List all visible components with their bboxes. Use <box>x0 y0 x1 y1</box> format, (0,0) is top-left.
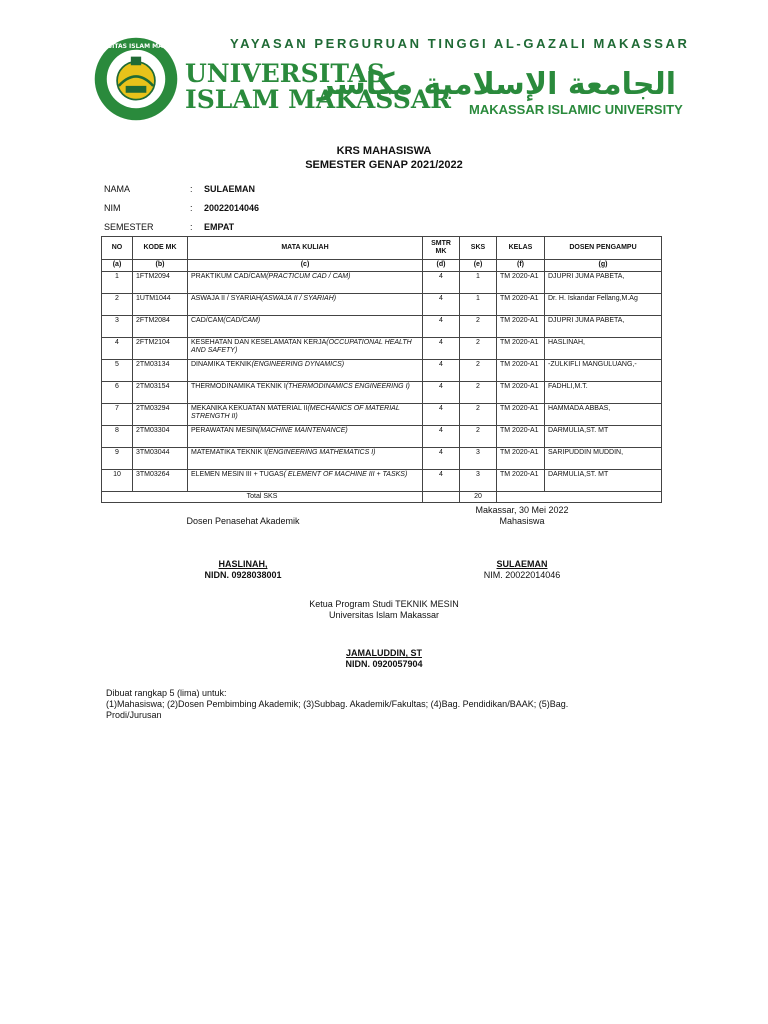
col-letter: (c) <box>188 260 423 272</box>
row-semester: 4 <box>423 360 460 382</box>
university-title-line1: UNIVERSITAS <box>185 59 386 88</box>
row-semester: 4 <box>423 382 460 404</box>
row-sks: 2 <box>460 382 497 404</box>
row-no: 3 <box>102 316 133 338</box>
row-course-name <box>188 338 423 360</box>
separator: : <box>190 184 193 194</box>
course-name-en: (THERMODINAMICS ENGINEERING I) <box>285 383 410 390</box>
student-name: SULAEMAN <box>204 184 255 194</box>
row-course-name <box>188 294 423 316</box>
row-semester: 4 <box>423 338 460 360</box>
row-lecturer: -ZULKIFLI MANGULUANG,- <box>545 360 662 382</box>
english-university-name: MAKASSAR ISLAMIC UNIVERSITY <box>469 102 683 117</box>
row-course-name <box>188 470 423 492</box>
table-row <box>102 316 662 338</box>
row-semester: 4 <box>423 316 460 338</box>
semester-label: SEMESTER <box>104 222 154 232</box>
foundation-name: YAYASAN PERGURUAN TINGGI AL-GAZALI MAKASSAR <box>230 36 690 51</box>
row-course-code: 2FTM2084 <box>133 316 188 338</box>
row-sks: 2 <box>460 316 497 338</box>
course-name-id: PERAWATAN MESIN <box>191 427 258 434</box>
row-lecturer: Dr. H. Iskandar Fellang,M.Ag <box>545 294 662 316</box>
course-name-en: (ENGINEERING DYNAMICS) <box>251 361 345 368</box>
student-semester: EMPAT <box>204 222 235 232</box>
name-label: NAMA <box>104 184 131 194</box>
head-role-line2: Universitas Islam Makassar <box>328 610 440 620</box>
separator: : <box>190 222 193 232</box>
col-letter: (b) <box>133 260 188 272</box>
course-table <box>101 236 662 503</box>
column-letter-row <box>102 260 662 272</box>
logo-text: UNIVERSITAS ISLAM MAKASSAR <box>82 43 190 51</box>
course-name-en: (MACHINE MAINTENANCE) <box>257 427 348 434</box>
row-semester: 4 <box>423 448 460 470</box>
row-course-name <box>188 448 423 470</box>
row-class: TM 2020-A1 <box>497 360 545 382</box>
row-class: TM 2020-A1 <box>497 404 545 426</box>
row-lecturer: SARIPUDDIN MUDDIN, <box>545 448 662 470</box>
arabic-logotype <box>317 64 683 104</box>
row-no: 10 <box>102 470 133 492</box>
col-header-lecturer: DOSEN PENGAMPU <box>545 237 662 260</box>
row-class: TM 2020-A1 <box>497 382 545 404</box>
row-sks: 3 <box>460 448 497 470</box>
course-name-id: MEKANIKA KEKUATAN MATERIAL II <box>191 405 308 412</box>
nim-label: NIM <box>104 203 121 213</box>
row-course-code: 3TM03044 <box>133 448 188 470</box>
row-class: TM 2020-A1 <box>497 470 545 492</box>
student-nim: 20022014046 <box>204 203 260 213</box>
course-name-id: DINAMIKA TEKNIK <box>191 361 252 368</box>
col-header-code: KODE MK <box>133 237 188 260</box>
course-name-id: MATEMATIKA TEKNIK I <box>191 449 267 456</box>
col-header-course: MATA KULIAH <box>188 237 423 260</box>
row-class: TM 2020-A1 <box>497 316 545 338</box>
course-name-en: ( ELEMENT OF MACHINE III + TASKS) <box>283 471 408 478</box>
empty-cell <box>423 492 460 503</box>
table-row <box>102 426 662 448</box>
total-sks: 20 <box>460 492 497 503</box>
row-course-code: 2TM03154 <box>133 382 188 404</box>
title-line: KRS MAHASISWA <box>336 145 432 157</box>
col-header-no: NO <box>102 237 133 260</box>
row-course-code: 3TM03264 <box>133 470 188 492</box>
semester-line: SEMESTER GENAP 2021/2022 <box>305 159 463 171</box>
row-class: TM 2020-A1 <box>497 448 545 470</box>
row-no: 5 <box>102 360 133 382</box>
head-id: NIDN. 0920057904 <box>345 659 423 669</box>
col-letter: (f) <box>497 260 545 272</box>
row-course-code: 2TM03294 <box>133 404 188 426</box>
col-header-semester: SMTR MK <box>423 237 460 260</box>
col-header-sks: SKS <box>460 237 497 260</box>
course-name-id: ASWAJA II / SYARIAH <box>191 295 262 302</box>
row-no: 4 <box>102 338 133 360</box>
table-row <box>102 404 662 426</box>
row-sks: 3 <box>460 470 497 492</box>
table-row <box>102 448 662 470</box>
row-no: 9 <box>102 448 133 470</box>
row-course-name <box>188 360 423 382</box>
row-course-code: 1UTM1044 <box>133 294 188 316</box>
row-no: 6 <box>102 382 133 404</box>
row-course-name <box>188 272 423 294</box>
document-title <box>0 144 768 172</box>
row-class: TM 2020-A1 <box>497 338 545 360</box>
head-role-line1: Ketua Program Studi TEKNIK MESIN <box>309 599 459 609</box>
row-class: TM 2020-A1 <box>497 426 545 448</box>
course-name-en: (PRACTICUM CAD / CAM) <box>266 273 351 280</box>
separator: : <box>190 203 193 213</box>
student-signature-name: SULAEMAN <box>496 559 548 569</box>
col-letter: (g) <box>545 260 662 272</box>
col-letter: (d) <box>423 260 460 272</box>
course-name-en: (OCCUPATIONAL HEALTH AND SAFETY) <box>191 339 412 354</box>
table-row <box>102 294 662 316</box>
row-sks: 2 <box>460 426 497 448</box>
row-lecturer: HASLINAH, <box>545 338 662 360</box>
row-sks: 2 <box>460 338 497 360</box>
row-semester: 4 <box>423 272 460 294</box>
arabic-text: الجامعة الإسلامية مكاسر <box>317 67 676 102</box>
row-class: TM 2020-A1 <box>497 272 545 294</box>
course-name-id: THERMODINAMIKA TEKNIK I <box>191 383 286 390</box>
row-semester: 4 <box>423 426 460 448</box>
course-name-en: (CAD/CAM) <box>223 317 261 324</box>
row-no: 7 <box>102 404 133 426</box>
row-course-code: 2FTM2104 <box>133 338 188 360</box>
col-letter: (e) <box>460 260 497 272</box>
total-label: Total SKS <box>102 492 423 503</box>
advisor-name: HASLINAH, <box>218 559 268 569</box>
col-header-class: KELAS <box>497 237 545 260</box>
row-semester: 4 <box>423 294 460 316</box>
head-name: JAMALUDDIN, ST <box>346 648 422 658</box>
course-name-id: PRAKTIKUM CAD/CAM <box>191 273 267 280</box>
row-sks: 2 <box>460 360 497 382</box>
table-row <box>102 338 662 360</box>
arabic-script-graphic <box>317 64 683 104</box>
advisor-role: Dosen Penasehat Akademik <box>186 516 300 526</box>
row-class: TM 2020-A1 <box>497 294 545 316</box>
course-name-en: (ENGINEERING MATHEMATICS I) <box>266 449 376 456</box>
course-name-en: (ASWAJA II / SYARIAH) <box>261 295 337 302</box>
university-logo <box>82 36 190 122</box>
row-no: 8 <box>102 426 133 448</box>
row-course-name <box>188 426 423 448</box>
row-sks: 2 <box>460 404 497 426</box>
course-name-id: KESEHATAN DAN KESELAMATAN KERJA <box>191 339 327 346</box>
row-semester: 4 <box>423 404 460 426</box>
student-role: Mahasiswa <box>499 516 545 526</box>
row-no: 2 <box>102 294 133 316</box>
row-course-code: 2TM03134 <box>133 360 188 382</box>
row-lecturer: FADHLI,M.T. <box>545 382 662 404</box>
advisor-id: NIDN. 0928038001 <box>204 570 282 580</box>
university-title-line2: ISLAM MAKASSAR <box>185 85 452 114</box>
row-sks: 1 <box>460 294 497 316</box>
table-row <box>102 470 662 492</box>
row-no: 1 <box>102 272 133 294</box>
row-course-code: 1FTM2094 <box>133 272 188 294</box>
row-course-code: 2TM03304 <box>133 426 188 448</box>
student-signature-id: NIM. 20022014046 <box>483 570 561 580</box>
course-name-id: CAD/CAM <box>191 317 224 324</box>
distribution-intro: Dibuat rangkap 5 (lima) untuk: <box>106 688 227 698</box>
row-lecturer: DARMULIA,ST. MT <box>545 426 662 448</box>
table-row <box>102 382 662 404</box>
row-course-name <box>188 404 423 426</box>
letterhead <box>82 30 690 130</box>
row-semester: 4 <box>423 470 460 492</box>
row-lecturer: HAMMADA ABBAS, <box>545 404 662 426</box>
row-course-name <box>188 382 423 404</box>
row-lecturer: DJUPRI JUMA PABETA, <box>545 316 662 338</box>
row-lecturer: DARMULIA,ST. MT <box>545 470 662 492</box>
empty-cell <box>497 492 662 503</box>
place-date: Makassar, 30 Mei 2022 <box>475 505 569 515</box>
row-lecturer: DJUPRI JUMA PABETA, <box>545 272 662 294</box>
row-sks: 1 <box>460 272 497 294</box>
distribution-note <box>106 688 626 721</box>
row-course-name <box>188 316 423 338</box>
distribution-list: (1)Mahasiswa; (2)Dosen Pembimbing Akademik; (3)Subbag. Akademik/Fakultas; (4)Bag. Pendidikan/BAAK; (5)Bag. Prodi/Jurusan <box>106 699 569 720</box>
table-row <box>102 360 662 382</box>
col-letter: (a) <box>102 260 133 272</box>
course-name-id: ELEMEN MESIN III + TUGAS <box>191 471 284 478</box>
table-header-row <box>102 237 662 260</box>
total-row <box>102 492 662 503</box>
table-row <box>102 272 662 294</box>
course-name-en: (MECHANICS OF MATERIAL STRENGTH II) <box>191 405 400 420</box>
